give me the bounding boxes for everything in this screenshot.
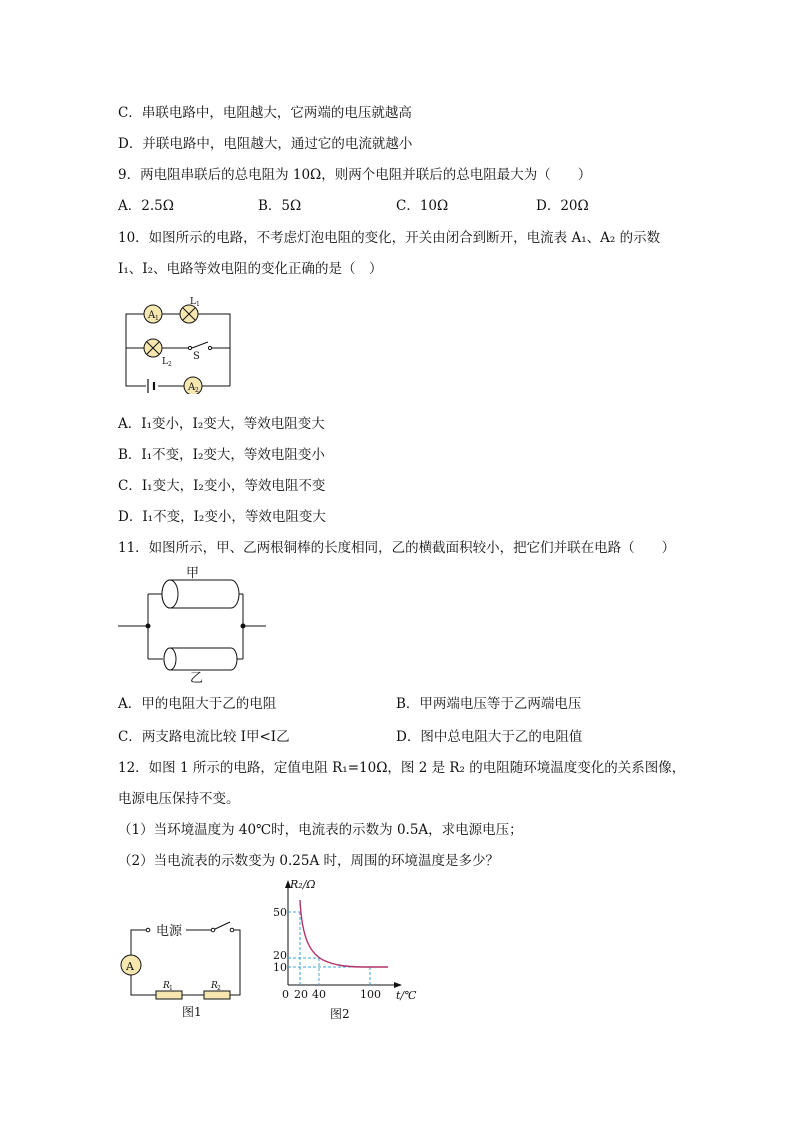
x-tick-0: 0 [282, 988, 289, 1001]
q11-option-d: D．图中总电阻大于乙的电阻值 [396, 729, 583, 745]
figure-1-caption: 图1 [182, 1005, 202, 1019]
ammeter-a2-icon [184, 377, 202, 394]
q8-option-d: D．并联电路中，电阻越大，通过它的电流就越小 [118, 136, 413, 152]
q10-stem-1: 10．如图所示的电路，不考虑灯泡电阻的变化，开关由闭合到断开，电流表 A₁、A₂ 的示数 [118, 230, 661, 246]
svg-text:1: 1 [155, 315, 159, 322]
resistor-r2-icon [204, 981, 230, 999]
q12-stem-1: 12．如图 1 所示的电路，定值电阻 R₁=10Ω，图 2 是 R₂ 的电阻随环境温度变化的关系图像， [118, 760, 686, 776]
q11-option-b: B．甲两端电压等于乙两端电压 [396, 696, 582, 712]
lamp-l1-icon [180, 297, 200, 323]
q12-figure-1-circuit [118, 910, 258, 1025]
svg-text:R: R [211, 981, 218, 991]
q11-rods-figure [118, 564, 278, 684]
svg-text:A: A [148, 310, 156, 321]
x-tick-20: 20 [294, 988, 308, 1001]
svg-text:2: 2 [195, 387, 199, 394]
q9-option-c: C．10Ω [396, 198, 449, 214]
q10-option-a: A．I₁变小，I₂变大，等效电阻变大 [118, 416, 325, 432]
x-axis-label: t/℃ [396, 989, 417, 1002]
svg-text:2: 2 [217, 985, 221, 992]
y-tick-50: 50 [273, 906, 287, 919]
rod-yi-icon [164, 648, 237, 670]
svg-text:L: L [190, 297, 196, 307]
svg-text:A: A [188, 382, 196, 393]
q10-option-c: C．I₁变大，I₂变小，等效电阻不变 [118, 478, 326, 494]
q11-option-a: A．甲的电阻大于乙的电阻 [118, 696, 277, 712]
y-tick-20: 20 [273, 949, 287, 962]
svg-text:R: R [163, 981, 170, 991]
q10-circuit-figure [118, 294, 238, 394]
q11-stem: 11．如图所示，甲、乙两根铜棒的长度相同，乙的横截面积较小，把它们并联在电路（ ） [118, 540, 676, 556]
ammeter-a1-icon [144, 305, 162, 323]
q12-stem-2: 电源电压保持不变。 [118, 791, 240, 807]
q12-figure-2-graph [268, 872, 428, 1030]
q10-option-d: D．I₁不变，I₂变小，等效电阻变大 [118, 509, 326, 525]
power-source-label: 电源 [156, 924, 183, 939]
q9-option-a: A．2.5Ω [118, 198, 174, 214]
q9-option-d: D．20Ω [536, 198, 589, 214]
figure-2-caption: 图2 [330, 1007, 350, 1021]
rod-yi-label: 乙 [190, 671, 204, 684]
lamp-l2-icon [144, 339, 172, 368]
svg-text:L: L [162, 357, 168, 367]
resistance-curve [300, 900, 388, 967]
rod-jia-icon [162, 580, 239, 608]
q10-option-b: B．I₁不变，I₂变大，等效电阻变小 [118, 447, 325, 463]
q11-option-c: C．两支路电流比较 I甲<I乙 [118, 729, 290, 745]
q12-part-2: （2）当电流表的示数变为 0.25A 时，周围的环境温度是多少？ [118, 853, 499, 869]
svg-text:1: 1 [169, 985, 173, 992]
resistor-r1-icon [150, 981, 191, 999]
svg-text:A: A [126, 960, 134, 973]
svg-text:2: 2 [168, 361, 172, 368]
switch-s-label: S [193, 351, 200, 362]
x-tick-100: 100 [360, 988, 381, 1001]
q9-option-b: B．5Ω [258, 198, 302, 214]
rod-jia-label: 甲 [186, 566, 200, 581]
ammeter-icon [121, 955, 141, 975]
x-tick-40: 40 [312, 988, 326, 1001]
q8-option-c: C．串联电路中，电阻越大，它两端的电压就越高 [118, 105, 412, 121]
q10-stem-2: I₁、I₂、电路等效电阻的变化正确的是（ ） [118, 261, 383, 277]
q12-part-1: （1）当环境温度为 40℃时，电流表的示数为 0.5A，求电源电压； [118, 822, 523, 838]
svg-text:1: 1 [196, 301, 200, 308]
y-axis-label: R₂/Ω [290, 878, 316, 891]
y-tick-10: 10 [273, 961, 287, 974]
q9-stem: 9．两电阻串联后的总电阻为 10Ω，则两个电阻并联后的总电阻最大为（ ） [118, 167, 592, 183]
